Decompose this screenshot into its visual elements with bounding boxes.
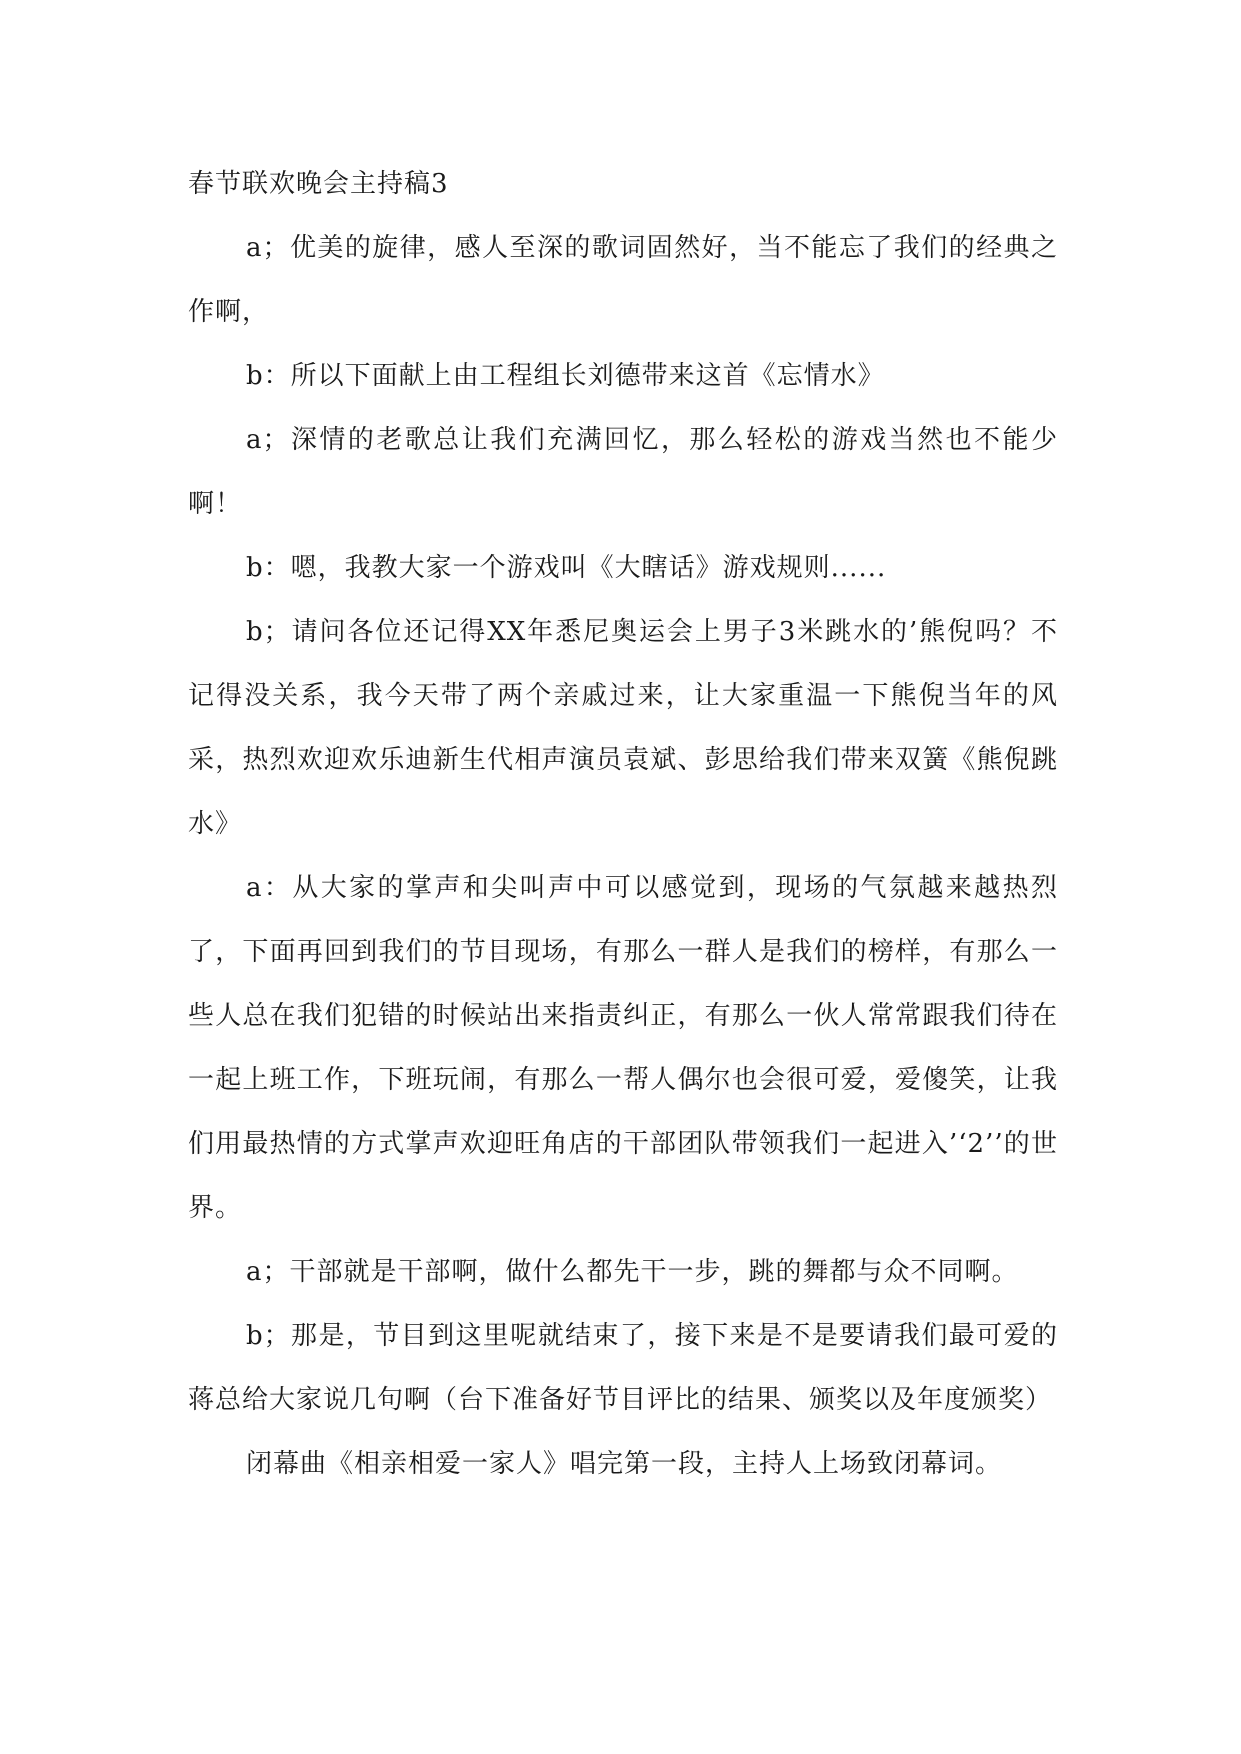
- paragraph-1: a；优美的旋律，感人至深的歌词固然好，当不能忘了我们的经典之作啊，: [188, 233, 1058, 327]
- paragraph-2: b：所以下面献上由工程组长刘德带来这首《忘情水》: [246, 361, 885, 391]
- paragraph-3: a；深情的老歌总让我们充满回忆，那么轻松的游戏当然也不能少啊！: [188, 425, 1058, 519]
- document-body: [188, 152, 1058, 1496]
- paragraph-7: a；干部就是干部啊，做什么都先干一步，跳的舞都与众不同啊。: [246, 1257, 1019, 1287]
- paragraph-5: b；请问各位还记得XX年悉尼奥运会上男子3米跳水的’熊倪吗？不记得没关系，我今天带了两个亲戚过来，让大家重温一下熊倪当年的风采，热烈欢迎欢乐迪新生代相声演员袁斌、彭思给我们带来双簧《熊倪跳水》: [188, 617, 1058, 839]
- paragraph-8: b；那是，节目到这里呢就结束了，接下来是不是要请我们最可爱的蒋总给大家说几句啊（台下准备好节目评比的结果、颁奖以及年度颁奖）: [188, 1321, 1058, 1415]
- paragraph-4: b：嗯，我教大家一个游戏叫《大瞎话》游戏规则......: [246, 553, 887, 583]
- paragraph-6: a：从大家的掌声和尖叫声中可以感觉到，现场的气氛越来越热烈了，下面再回到我们的节目现场，有那么一群人是我们的榜样，有那么一些人总在我们犯错的时候站出来指责纠正，有那么一伙人常常跟我们待在一起上班工作，下班玩闹，有那么一帮人偶尔也会很可爱，爱傻笑，让我们用最热情的方式掌声欢迎旺角店的干部团队带领我们一起进入’‘2’’的世界。: [188, 873, 1058, 1223]
- paragraph-9: 闭幕曲《相亲相爱一家人》唱完第一段，主持人上场致闭幕词。: [246, 1449, 1003, 1479]
- document-title: 春节联欢晚会主持稿3: [188, 169, 449, 199]
